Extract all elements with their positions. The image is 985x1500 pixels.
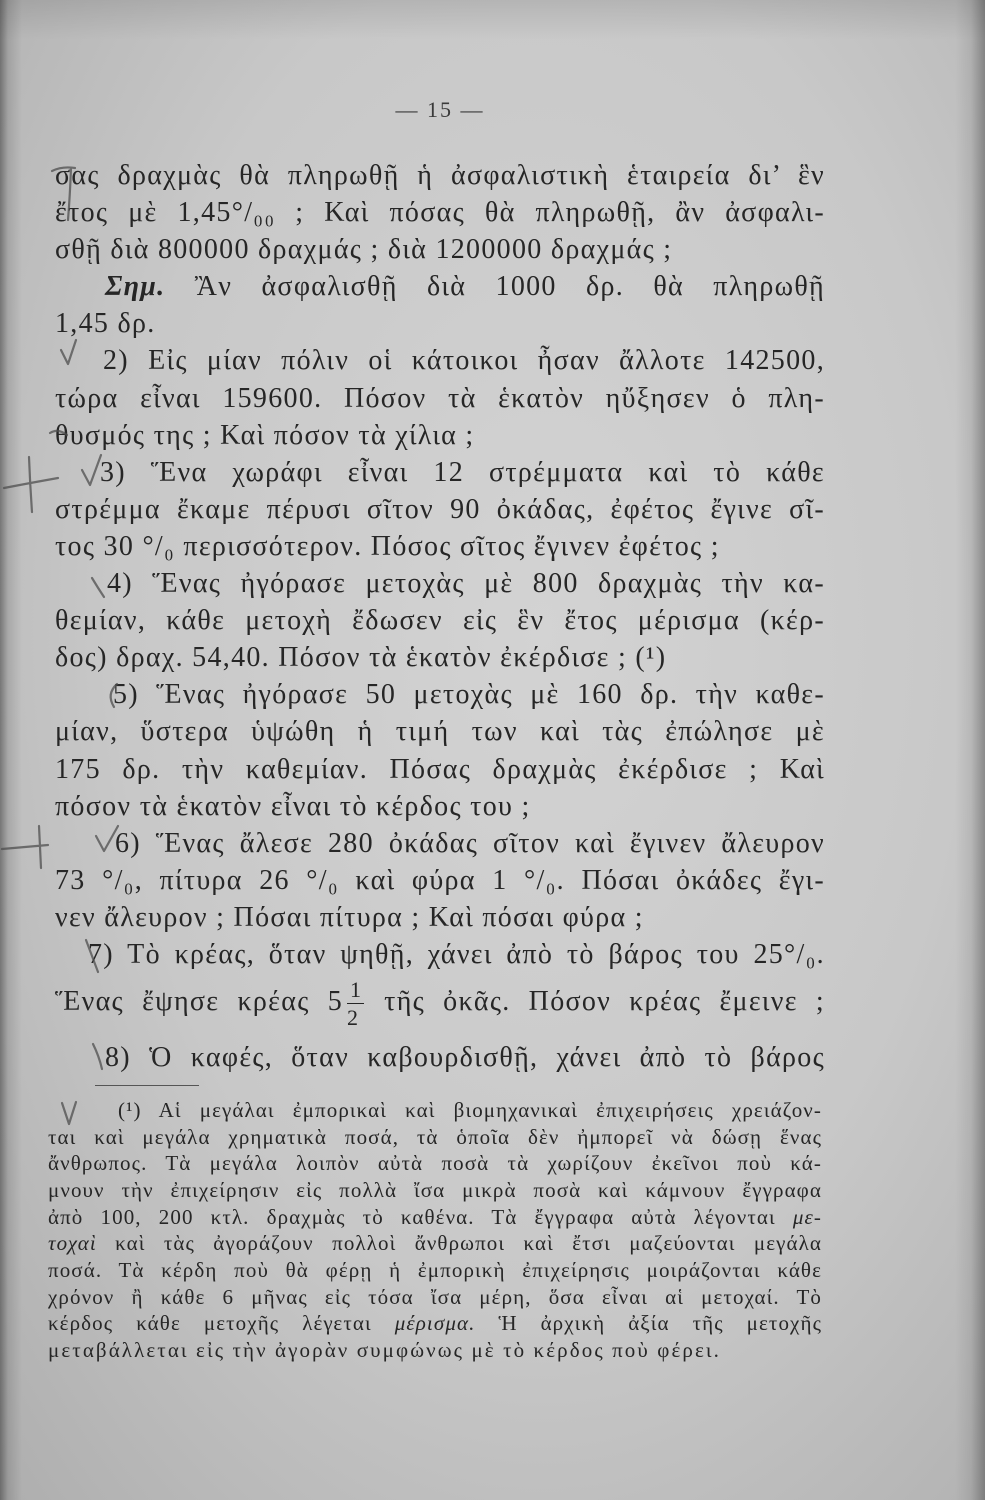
fraction-numerator: 1 <box>347 979 364 1004</box>
footnote-line: ποσά. Τὰ κέρδη ποὺ θὰ φέρῃ ἡ ἐμπορικὴ ἐπιχείρησις μοιράζονται κάθε <box>48 1257 822 1282</box>
footnote-line-text: καὶ τὰς ἀγοράζουν πολλοὶ ἄνθρωποι καὶ ἔτσι μαζεύονται μεγάλα <box>115 1231 822 1256</box>
body-line: θυσμός της ; Καὶ πόσον τὰ χίλια ; <box>55 419 475 451</box>
footnote-line: χρόνον ἢ κάθε 6 μῆνας εἰς τόσα ἴσα μέρη, ὅσα εἶναι αἱ μετοχαί. Τὸ <box>48 1284 822 1309</box>
footnote-line: ται καὶ μεγάλα χρηματικὰ ποσά, τὰ ὁποῖα δὲν ἠμπορεῖ νὰ δώσῃ ἕνας <box>48 1124 822 1149</box>
fraction-line-before: Ἕνας ἔψησε κρέας 5 <box>55 986 344 1018</box>
exercise-3-line: 3) Ἕνα χωράφι εἶναι 12 στρέμματα καὶ τὸ κάθε <box>100 456 825 488</box>
fraction-line <box>55 973 825 1030</box>
footnote-line-text: κέρδος κάθε μετοχῆς λέγεται <box>48 1311 372 1336</box>
body-line: ἔτος μὲ 1,45°/₀₀ ; Καὶ πόσας θὰ πληρωθῇ, ἂν ἀσφαλι- <box>55 197 825 229</box>
body-line: τος 30 °/₀ περισσότερον. Πόσος σῖτος ἔγινεν ἐφέτος ; <box>55 530 720 562</box>
body-text <box>55 157 825 1076</box>
body-line: θεμίαν, κάθε μετοχὴ ἔδωσεν εἰς ἓν ἔτος μέρισμα (κέρ- <box>55 605 825 637</box>
body-line: 73 °/₀, πίτυρα 26 °/₀ καὶ φύρα 1 °/₀. Πόσαι ὀκάδες ἔγι- <box>55 864 825 896</box>
exercise-6-line: 6) Ἕνας ἄλεσε 280 ὀκάδας σῖτον καὶ ἔγινεν ἄλευρον <box>115 827 825 859</box>
exercise-4-line: 4) Ἕνας ἠγόρασε μετοχὰς μὲ 800 δραχμὰς τὴν κα- <box>107 568 825 600</box>
exercise-8-line: 8) Ὁ καφές, ὅταν καβουρδισθῇ, χάνει ἀπὸ τὸ βάρος <box>105 1042 825 1074</box>
body-line: 1,45 δρ. <box>55 308 156 340</box>
footnote-line <box>48 1204 822 1231</box>
footnote-line: ἄνθρωπος. Τὰ μεγάλα λοιπὸν αὐτὰ ποσὰ τὰ χωρίζουν ἐκεῖνοι ποὺ κά- <box>48 1151 822 1176</box>
note-line <box>55 268 825 305</box>
exercise-5-line: 5) Ἕνας ἠγόρασε 50 μετοχὰς μὲ 160 δρ. τὴν καθε- <box>113 679 825 711</box>
footnote-line-text: Ἡ ἀρχικὴ ἀξία τῆς μετοχῆς <box>498 1311 822 1336</box>
body-line: σθῇ διὰ 800000 δραχμάς ; διὰ 1200000 δραχμάς ; <box>55 234 673 266</box>
pencil-cross-mark <box>4 457 58 512</box>
exercise-2-line: 2) Εἰς μίαν πόλιν οἱ κάτοικοι ἦσαν ἄλλοτε 142500, <box>103 345 825 377</box>
footnote-italic-term: μέρισμα. <box>394 1311 476 1336</box>
footnote-italic-term: τοχαὶ <box>48 1231 97 1256</box>
footnote <box>48 1097 822 1364</box>
fraction-line-after: τῆς ὀκᾶς. Πόσον κρέας ἔμεινε ; <box>384 986 825 1018</box>
footnote-line: μνουν τὴν ἐπιχείρησιν εἰς πολλὰ ἴσα μικρὰ ποσὰ καὶ κάμνουν ἔγγραφα <box>48 1177 822 1202</box>
exercise-7-line: 7) Τὸ κρέας, ὅταν ψηθῇ, χάνει ἀπὸ τὸ βάρος του 25°/₀. <box>88 938 825 970</box>
footnote-line <box>48 1230 822 1257</box>
note-text: Ἂν ἀσφαλισθῇ διὰ 1000 δρ. θὰ πληρωθῇ <box>194 271 825 303</box>
pencil-cross-mark <box>2 826 48 868</box>
page-number: — 15 — <box>395 97 485 122</box>
footnote-line <box>48 1310 822 1337</box>
footnote-italic-term: με- <box>792 1204 822 1229</box>
body-line: πόσον τὰ ἑκατὸν εἶναι τὸ κέρδος του ; <box>55 790 531 822</box>
fraction <box>347 976 364 1030</box>
note-label: Σημ. <box>105 271 166 303</box>
body-line: νεν ἄλευρον ; Πόσαι πίτυρα ; Καὶ πόσαι φύρα ; <box>55 901 644 933</box>
body-line: δος) δραχ. 54,40. Πόσον τὰ ἑκατὸν ἐκέρδισε ; (¹) <box>55 642 667 674</box>
footnote-line-text: ἀπὸ 100, 200 κτλ. δραχμὰς τὸ καθένα. Τὰ ἔγγραφα αὐτὰ λέγονται <box>48 1204 776 1229</box>
body-line: στρέμμα ἔκαμε πέρυσι σῖτον 90 ὀκάδας, ἐφέτος ἔγινε σῖ- <box>55 493 825 525</box>
body-line: σας δραχμὰς θὰ πληρωθῇ ἡ ἀσφαλιστικὴ ἑταιρεία δι’ ἓν <box>55 160 825 191</box>
body-line: 175 δρ. τὴν καθεμίαν. Πόσας δραχμὰς ἐκέρδισε ; Καὶ <box>55 753 825 785</box>
footnote-line: μεταβάλλεται εἰς τὴν ἀγορὰν συμφώνως μὲ τὸ κέρδος ποὺ φέρει. <box>48 1337 721 1362</box>
footnote-separator <box>95 1085 199 1086</box>
body-line: μίαν, ὕστερα ὑψώθη ἡ τιμή των καὶ τὰς ἐπώλησε μὲ <box>55 716 825 748</box>
footnote-line: (¹) Αἱ μεγάλαι ἐμπορικαὶ καὶ βιομηχανικαὶ ἐπιχειρήσεις χρειάζον- <box>118 1098 822 1122</box>
body-line: τώρα εἶναι 159600. Πόσον τὰ ἑκατὸν ηὔξησεν ὁ πλη- <box>55 382 825 414</box>
fraction-denominator: 2 <box>347 1004 359 1030</box>
